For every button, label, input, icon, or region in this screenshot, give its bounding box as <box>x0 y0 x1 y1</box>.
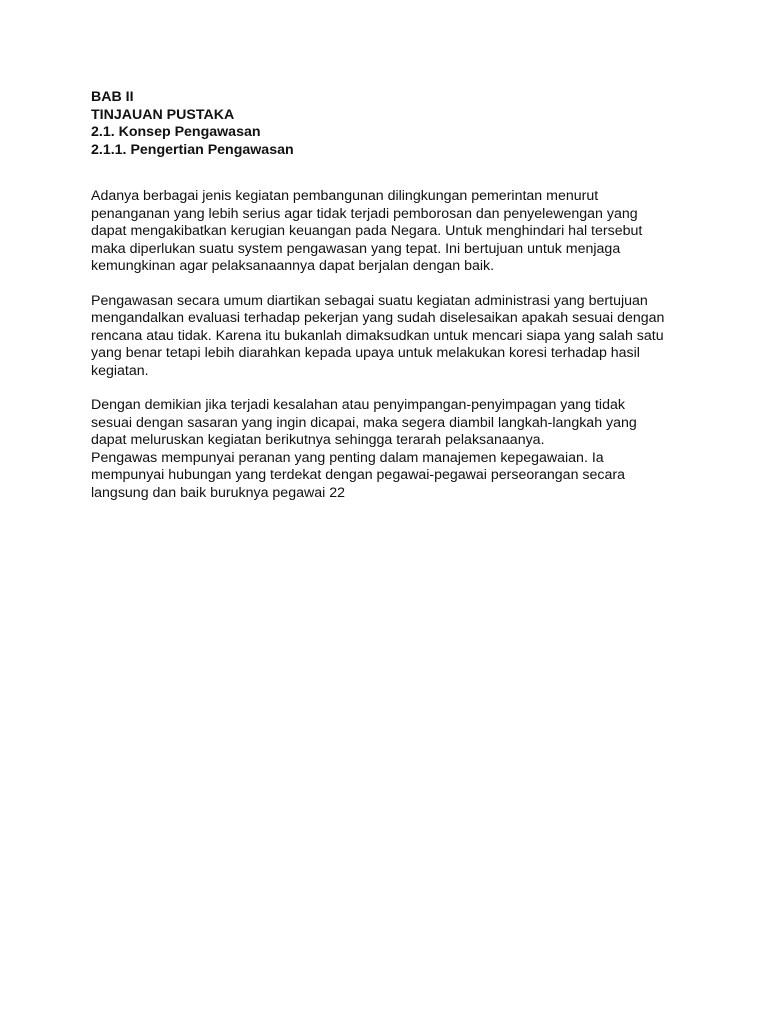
paragraph-3 <box>91 397 731 502</box>
text-line: dapat mengakibatkan kerugian keuangan pada Negara. Untuk menghindari hal tersebut <box>91 223 643 239</box>
text-line: mempunyai hubungan yang terdekat dengan pegawai-pegawai perseorangan secara <box>91 467 625 483</box>
subsection-heading: 2.1.1. Pengertian Pengawasan <box>91 141 294 158</box>
text-line: kemungkinan agar pelaksanaannya dapat berjalan dengan baik. <box>91 258 495 274</box>
text-line: dapat meluruskan kegiatan berikutnya sehingga terarah pelaksanaanya. <box>91 432 545 448</box>
text-line: rencana atau tidak. Karena itu bukanlah dimaksudkan untuk mencari siapa yang salah satu <box>91 327 664 344</box>
text-line: Pengawasan secara umum diartikan sebagai suatu kegiatan administrasi yang bertujuan <box>91 292 648 309</box>
text-line: maka diperlukan suatu system pengawasan yang tepat. Ini bertujuan untuk menjaga <box>91 240 621 257</box>
text-line: langsung dan baik buruknya pegawai 22 <box>91 484 345 501</box>
text-line: penanganan yang lebih serius agar tidak terjadi pemborosan dan penyelewengan yang <box>91 205 638 222</box>
section-heading: 2.1. Konsep Pengawasan <box>91 124 261 140</box>
document-page <box>91 89 731 502</box>
text-line: kegiatan. <box>91 362 149 379</box>
text-line: sesuai dengan sasaran yang ingin dicapai, maka segera diambil langkah-langkah yang <box>91 414 637 431</box>
chapter-title: TINJAUAN PUSTAKA <box>91 106 235 123</box>
chapter-heading: BAB II <box>91 89 134 105</box>
text-line: yang benar tetapi lebih diarahkan kepada upaya untuk melakukan koresi terhadap hasil <box>91 345 640 361</box>
text-line: mengandalkan evaluasi terhadap pekerjan yang sudah diselesaikan apakah sesuai dengan <box>91 310 665 326</box>
paragraph-2 <box>91 293 731 381</box>
heading-block <box>91 89 731 159</box>
text-line: Dengan demikian jika terjadi kesalahan atau penyimpangan-penyimpagan yang tidak <box>91 397 625 413</box>
text-line: Adanya berbagai jenis kegiatan pembangunan dilingkungan pemerintan menurut <box>91 188 599 204</box>
text-line: Pengawas mempunyai peranan yang penting dalam manajemen kepegawaian. Ia <box>91 449 604 466</box>
paragraph-1 <box>91 188 731 276</box>
